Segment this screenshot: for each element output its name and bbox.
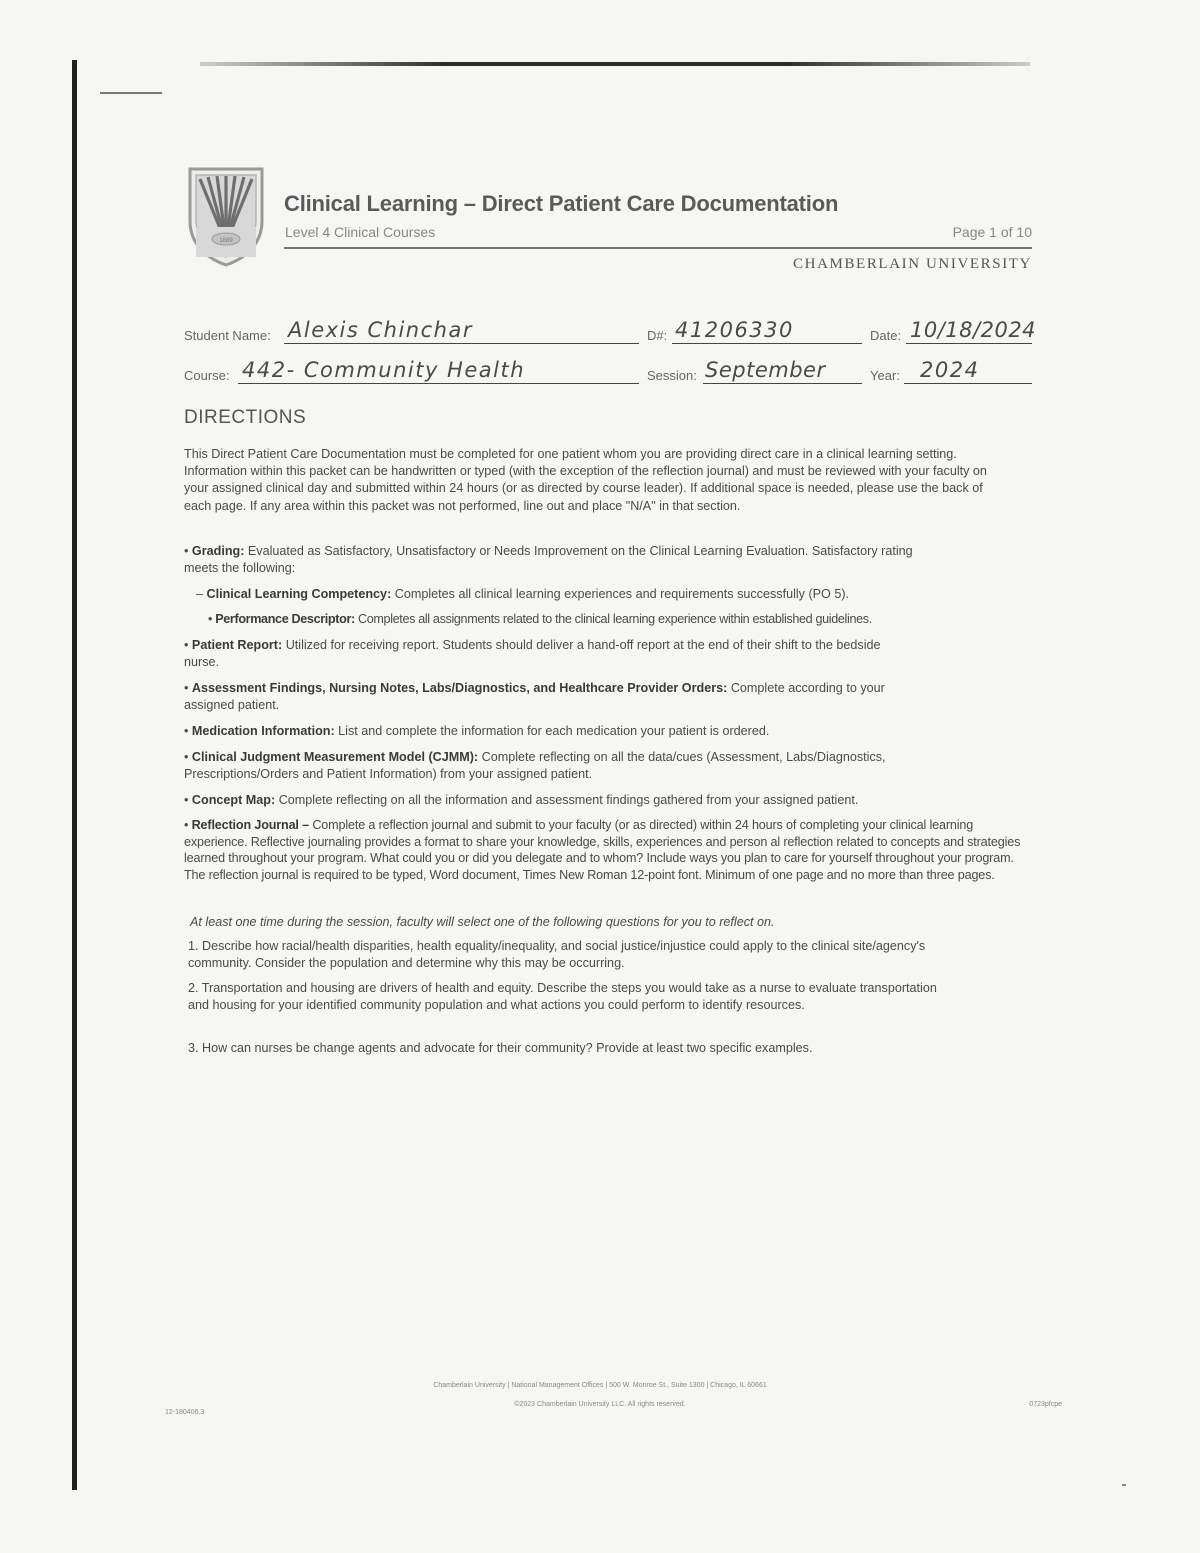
question-2: 2. Transportation and housing are drivers of health and equity. Describe the steps you would take as a nurse to evaluate transportation and housing for your identified community population and what actions you could perform to identify resources. (188, 981, 937, 1012)
footer-address: Chamberlain University | National Management Offices | 500 W. Monroe St., Suite 1300 | Chicago, IL 60661 (433, 1382, 767, 1389)
report-text: Utilized for receiving report. Students should deliver a hand-off report at the end of their shift to the bedside nurse. (184, 638, 881, 669)
reflection-note: At least one time during the session, faculty will select one of the following questions for you to reflect on. (190, 915, 775, 929)
cjmm-key: Clinical Judgment Measurement Model (CJMM): (191, 750, 479, 764)
question-3: 3. How can nurses be change agents and advocate for their community? Provide at least two specific examples. (188, 1041, 813, 1055)
scan-edge-left (72, 60, 77, 1490)
university-shield-logo (186, 165, 266, 267)
bullet-competency: – Clinical Learning Competency: Completes all clinical learning experiences and requirements successfully (PO 5). (196, 587, 850, 601)
course-field[interactable] (184, 356, 639, 386)
scan-mark (100, 92, 162, 94)
grading-text: Evaluated as Satisfactory, Unsatisfactory or Needs Improvement on the Clinical Learning Evaluation. Satisfactory rating meets the following: (184, 544, 913, 575)
course-line (238, 383, 639, 384)
grading-key: Grading: (191, 544, 245, 558)
assessment-key: Assessment Findings, Nursing Notes, Labs/Diagnostics, and Healthcare Provider Orders: (191, 681, 728, 695)
footer-version-code: 0723pfcpe (1029, 1401, 1062, 1408)
date-field[interactable] (870, 316, 1037, 346)
footer-copyright: ©2023 Chamberlain University LLC. All rights reserved. (514, 1401, 686, 1408)
date-value: 10/18/2024 (910, 318, 1037, 342)
report-key: Patient Report: (191, 638, 283, 652)
year-label: Year: (870, 368, 900, 383)
concept-key: Concept Map: (191, 793, 276, 807)
competency-key: Clinical Learning Competency: (206, 587, 392, 601)
logo-seal-text: 1889 (219, 238, 233, 244)
bullet-cjmm: • Clinical Judgment Measurement Model (CJMM): Complete reflecting on all the data/cues (Assessment, Labs/Diagnostics, Prescriptions/Orders and Patient Information) from your assigned patient. (184, 750, 886, 781)
document-title: Clinical Learning – Direct Patient Care Documentation (284, 191, 839, 216)
course-value: 442- Community Health (242, 358, 526, 382)
student-name-label: Student Name: (184, 328, 271, 343)
session-label: Session: (647, 368, 697, 383)
directions-heading: DIRECTIONS (184, 407, 307, 428)
medication-text: List and complete the information for each medication your patient is ordered. (338, 724, 770, 738)
bullet-performance: • Performance Descriptor: Completes all assignments related to the clinical learning experience within established guidelines. (208, 612, 872, 626)
course-label: Course: (184, 368, 230, 383)
performance-text: Completes all assignments related to the clinical learning experience within established guidelines. (358, 612, 872, 626)
performance-key: Performance Descriptor: (215, 612, 355, 626)
date-line (906, 343, 1032, 344)
question-1-text: Describe how racial/health disparities, health equality/inequality, and social justice/injustice could apply to the clinical site/agency's community. Consider the population and determine why this may be occurring. (188, 939, 926, 970)
student-name-field[interactable] (184, 316, 639, 346)
footer-form-code: 12-180406.3 (165, 1409, 205, 1416)
bullet-medication: • Medication Information: List and complete the information for each medication your patient is ordered. (184, 724, 770, 738)
session-value: September (705, 358, 826, 382)
date-label: Date: (870, 328, 902, 343)
year-field[interactable] (870, 356, 1032, 386)
question-2-text: Transportation and housing are drivers of health and equity. Describe the steps you would take as a nurse to evaluate transportation and housing for your identified community population and what actions you could perform to identify resources. (188, 981, 937, 1012)
id-line (672, 343, 862, 344)
student-name-line (284, 343, 639, 344)
page-indicator: Page 1 of 10 (952, 224, 1032, 240)
document-subtitle: Level 4 Clinical Courses (285, 224, 436, 240)
session-field[interactable] (647, 356, 862, 386)
scan-edge-top (200, 62, 1030, 66)
reflection-text: Complete a reflection journal and submit to your faculty (or as directed) within 24 hours of completing your clinical learning experience. Reflective journaling provides a format to share your knowledge, skills, experiences and person al reflection related to concepts and strategies learned throughout your program. What could you or did you delegate and to whom? Include ways you plan to care for yourself throughout your program. The reflection journal is required to be typed, Word document, Times New Roman 12-point font. Minimum of one page and no more than three pages. (184, 818, 1021, 882)
bullet-grading: • Grading: Evaluated as Satisfactory, Unsatisfactory or Needs Improvement on the Clinical Learning Evaluation. Satisfactory rating meets the following: (184, 544, 913, 575)
medication-key: Medication Information: (191, 724, 335, 738)
id-field[interactable] (647, 316, 862, 346)
session-line (703, 383, 862, 384)
header-divider (284, 247, 1032, 249)
bullet-reflection: • Reflection Journal – Complete a reflection journal and submit to your faculty (or as directed) within 24 hours of completing your clinical learning experience. Reflective journaling provides a format to share your knowledge, skills, experiences and person al reflection related to concepts and strategies learned throughout your program. What could you or did you delegate and to whom? Include ways you plan to care for yourself throughout your program. The reflection journal is required to be typed, Word document, Times New Roman 12-point font. Minimum of one page and no more than three pages. (184, 818, 1021, 882)
bullet-assessment: • Assessment Findings, Nursing Notes, Labs/Diagnostics, and Healthcare Provider Orders: Complete according to your assigned patient. (184, 681, 885, 712)
scan-dot (1122, 1484, 1126, 1486)
question-3-text: How can nurses be change agents and advocate for their community? Provide at least two specific examples. (202, 1041, 813, 1055)
id-value: 41206330 (675, 318, 794, 342)
year-value: 2024 (920, 358, 980, 382)
assessment-text: Complete according to your assigned patient. (184, 681, 885, 712)
id-label: D#: (647, 328, 668, 343)
concept-text: Complete reflecting on all the information and assessment findings gathered from your assigned patient. (278, 793, 859, 807)
reflection-key: Reflection Journal – (191, 818, 309, 832)
bullet-concept-map: • Concept Map: Complete reflecting on all the information and assessment findings gathered from your assigned patient. (184, 793, 859, 807)
competency-text: Completes all clinical learning experiences and requirements successfully (PO 5). (394, 587, 850, 601)
directions-intro: This Direct Patient Care Documentation must be completed for one patient whom you are providing direct care in a clinical learning setting. Information within this packet can be handwritten or typed (with the exception of the reflection journal) and must be reviewed with your faculty on your assigned clinical day and submitted within 24 hours (or as directed by course leader). If additional space is needed, please use the back of each page. If any area within this packet was not performed, line out and place "N/A" in that section. (184, 447, 987, 513)
year-line (904, 383, 1032, 384)
question-1: 1. Describe how racial/health disparities, health equality/inequality, and social justice/injustice could apply to the clinical site/agency's community. Consider the population and determine why this may be occurring. (188, 939, 926, 970)
student-name-value: Alexis Chinchar (288, 318, 473, 342)
university-name: CHAMBERLAIN UNIVERSITY (793, 256, 1032, 272)
bullet-patient-report: • Patient Report: Utilized for receiving report. Students should deliver a hand-off report at the end of their shift to the bedside nurse. (184, 638, 881, 669)
cjmm-text: Complete reflecting on all the data/cues (Assessment, Labs/Diagnostics, Prescriptions/Orders and Patient Information) from your assigned patient. (184, 750, 886, 781)
